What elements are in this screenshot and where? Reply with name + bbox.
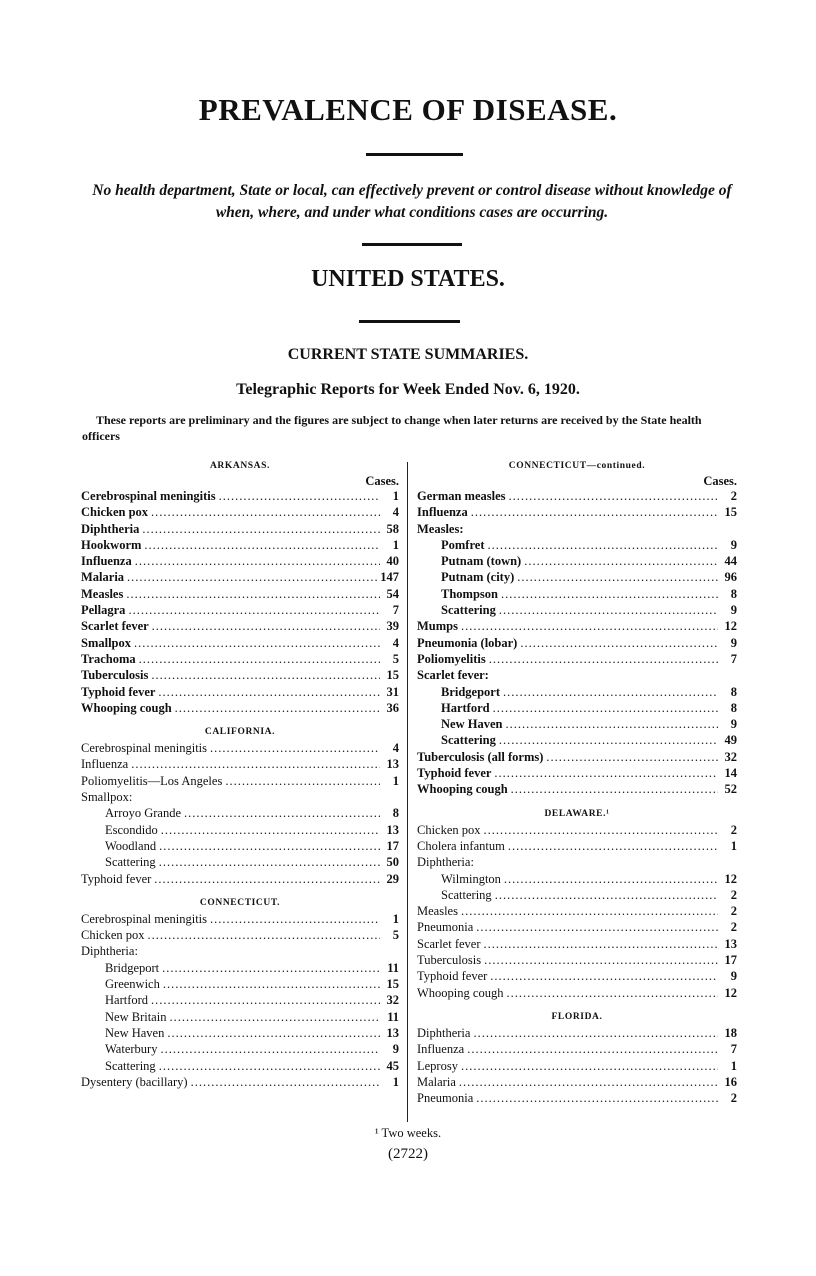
case-count: 9: [392, 1042, 399, 1057]
table-row: [81, 740, 399, 756]
case-count: 54: [386, 586, 399, 601]
dot-leader: [499, 732, 718, 748]
table-row: [81, 943, 399, 959]
case-count: 44: [724, 554, 737, 569]
dot-leader: [495, 887, 718, 903]
section-gap: [81, 887, 399, 895]
dot-leader: [471, 504, 718, 520]
table-row: [417, 504, 737, 520]
disease-label: Influenza: [417, 1042, 465, 1057]
dot-leader: [128, 602, 380, 618]
table-row: [81, 854, 399, 870]
case-count: 8: [730, 586, 737, 601]
dot-leader: [520, 635, 718, 651]
case-count: 4: [392, 741, 399, 756]
table-row: [81, 838, 399, 854]
dot-leader: [499, 602, 718, 618]
table-row: [417, 985, 737, 1001]
dot-leader: [139, 651, 380, 667]
disease-label: Tuberculosis: [417, 953, 482, 968]
disease-label: Typhoid fever: [417, 969, 488, 984]
table-row: [417, 1090, 737, 1106]
dot-leader: [494, 765, 718, 781]
table-row: [81, 700, 399, 716]
dot-leader: [151, 504, 380, 520]
dot-leader: [504, 871, 718, 887]
case-count: 15: [724, 505, 737, 520]
dot-leader: [144, 537, 380, 553]
dot-leader: [490, 968, 718, 984]
dot-leader: [148, 927, 380, 943]
page-number: (2722): [388, 1146, 428, 1162]
dot-leader: [517, 569, 718, 585]
disease-label: Cholera infantum: [417, 838, 505, 853]
case-count: 7: [392, 603, 399, 618]
disease-label: Bridgeport: [441, 684, 501, 699]
table-row: [81, 667, 399, 683]
table-row: [81, 618, 399, 634]
case-count: 18: [724, 1025, 737, 1040]
right-column: [417, 458, 737, 1106]
disease-label: Scattering: [441, 603, 496, 618]
case-count: 8: [730, 684, 737, 699]
disease-label: Hartford: [441, 700, 490, 715]
table-row: [417, 553, 737, 569]
left-column: [81, 458, 399, 1090]
disease-label: Pneumonia: [417, 1091, 474, 1106]
state-heading: FLORIDA.: [551, 1011, 603, 1022]
case-count: 52: [724, 782, 737, 797]
dot-leader: [473, 1025, 718, 1041]
disease-label: Wilmington: [441, 871, 501, 886]
dot-leader: [505, 716, 718, 732]
table-row: [81, 871, 399, 887]
dot-leader: [154, 871, 380, 887]
dot-leader: [484, 952, 718, 968]
table-row: [81, 651, 399, 667]
section-gap: [417, 1001, 737, 1009]
dot-leader: [126, 586, 380, 602]
disease-label: Trachoma: [81, 651, 136, 666]
table-row: [81, 569, 399, 585]
disease-label: Poliomyelitis—Los Angeles: [81, 773, 223, 788]
table-row: [81, 805, 399, 821]
table-row: [81, 586, 399, 602]
table-row: [417, 936, 737, 952]
case-count: 2: [730, 887, 737, 902]
dot-leader: [152, 618, 380, 634]
case-count: 8: [730, 700, 737, 715]
disease-label: Thompson: [441, 586, 498, 601]
table-row: [81, 504, 399, 520]
case-count: 13: [724, 936, 737, 951]
disease-label: Influenza: [81, 554, 132, 569]
cases-column-header: Cases.: [703, 474, 737, 488]
case-count: 1: [392, 489, 399, 503]
disease-label: German measles: [417, 489, 506, 503]
disease-label: Typhoid fever: [81, 871, 152, 886]
table-row: [81, 1009, 399, 1025]
disease-label: Scattering: [105, 1058, 156, 1073]
disease-label: Malaria: [81, 570, 125, 585]
case-count: 32: [386, 993, 399, 1008]
disease-label: Cerebrospinal meningitis: [81, 911, 208, 926]
case-count: 4: [392, 505, 399, 520]
case-count: 58: [386, 521, 399, 536]
case-count: 13: [386, 822, 399, 837]
table-row: [81, 553, 399, 569]
disease-label: Chicken pox: [417, 822, 481, 837]
table-row: [417, 854, 737, 870]
disease-label: Whooping cough: [417, 782, 508, 797]
disease-label: Typhoid fever: [81, 684, 156, 699]
table-row: [417, 700, 737, 716]
dot-leader: [160, 1041, 380, 1057]
dot-leader: [484, 822, 718, 838]
case-count: 9: [730, 635, 737, 650]
disease-label: Chicken pox: [81, 505, 149, 520]
dot-leader: [461, 1058, 718, 1074]
case-count: 2: [730, 489, 737, 503]
case-count: 39: [386, 619, 399, 634]
case-count: 49: [724, 733, 737, 748]
dot-leader: [459, 1074, 718, 1090]
case-count: 17: [724, 953, 737, 968]
table-row: [417, 488, 737, 504]
dot-leader: [476, 1090, 718, 1106]
state-heading: CONNECTICUT—continued.: [508, 461, 646, 471]
dot-leader: [167, 1025, 380, 1041]
case-count: 2: [730, 1091, 737, 1106]
disease-label: Leprosy: [417, 1058, 458, 1073]
disease-label: Woodland: [105, 838, 157, 853]
dot-leader: [210, 740, 380, 756]
dot-leader: [131, 756, 380, 772]
case-count: 5: [392, 651, 399, 666]
disease-label: Scarlet fever: [417, 936, 481, 951]
dot-leader: [509, 488, 718, 504]
dot-leader: [501, 586, 718, 602]
table-row: [417, 765, 737, 781]
disease-label: Scarlet fever: [81, 619, 149, 634]
table-row: [417, 667, 737, 683]
dot-leader: [484, 936, 718, 952]
dot-leader: [151, 992, 380, 1008]
table-row: [81, 488, 399, 504]
table-row: [81, 521, 399, 537]
table-row: [81, 927, 399, 943]
disease-label: Waterbury: [105, 1042, 158, 1057]
case-count: 29: [386, 871, 399, 886]
table-row: [417, 635, 737, 651]
state-heading: CALIFORNIA.: [204, 727, 276, 738]
table-row: [81, 635, 399, 651]
case-count: 147: [380, 570, 399, 585]
table-row: [81, 756, 399, 772]
table-row: [81, 992, 399, 1008]
case-count: 2: [730, 904, 737, 919]
state-heading: DELAWARE.¹: [544, 808, 610, 819]
case-count: 15: [386, 977, 399, 992]
table-row: [417, 871, 737, 887]
dot-leader: [511, 781, 718, 797]
disease-label: Mumps: [417, 619, 458, 634]
table-row: [81, 1025, 399, 1041]
dot-leader: [503, 684, 718, 700]
table-row: [417, 684, 737, 700]
disease-label: Diphtheria: [81, 521, 140, 536]
case-count: 7: [730, 1042, 737, 1057]
table-row: [417, 537, 737, 553]
disease-label: Pneumonia: [417, 920, 474, 935]
dot-leader: [225, 773, 380, 789]
table-row: [417, 1074, 737, 1090]
dot-leader: [142, 521, 380, 537]
disease-label: New Haven: [441, 717, 503, 732]
dot-leader: [191, 1074, 380, 1090]
disease-label: New Haven: [105, 1025, 165, 1040]
case-count: 11: [387, 960, 399, 975]
disease-label: Scattering: [441, 733, 496, 748]
case-count: 2: [730, 920, 737, 935]
disease-label: Scattering: [441, 887, 492, 902]
dot-leader: [488, 537, 719, 553]
dot-leader: [184, 805, 380, 821]
table-row: [417, 1041, 737, 1057]
dot-leader: [219, 488, 380, 504]
dot-leader: [506, 985, 718, 1001]
disease-label: Smallpox: [81, 635, 132, 650]
dot-leader: [162, 960, 380, 976]
table-row: [417, 887, 737, 903]
table-row: [81, 602, 399, 618]
table-row: [81, 773, 399, 789]
case-count: 1: [392, 537, 399, 552]
case-count: 9: [730, 537, 737, 552]
page-title: PREVALENCE OF DISEASE.: [198, 92, 618, 127]
case-count: 45: [386, 1058, 399, 1073]
dot-leader: [159, 854, 380, 870]
table-row: [81, 537, 399, 553]
case-count: 40: [386, 554, 399, 569]
table-row: [417, 1058, 737, 1074]
dot-leader: [461, 903, 718, 919]
table-row: [81, 822, 399, 838]
state-heading: ARKANSAS.: [209, 461, 271, 471]
table-row: [417, 602, 737, 618]
disease-label: Pellagra: [81, 603, 126, 618]
disease-label: Whooping cough: [417, 985, 504, 1000]
disease-label: Pomfret: [441, 537, 485, 552]
table-row: [417, 586, 737, 602]
disease-label: Hartford: [105, 993, 149, 1008]
disease-label: New Britain: [105, 1009, 167, 1024]
dot-leader: [210, 911, 380, 927]
dot-leader: [546, 749, 718, 765]
case-count: 16: [724, 1074, 737, 1089]
table-row: [417, 919, 737, 935]
case-count: 50: [386, 855, 399, 870]
disease-label: Influenza: [417, 505, 468, 520]
disease-label: Scarlet fever:: [417, 668, 489, 683]
case-count: 9: [730, 969, 737, 984]
dot-leader: [134, 635, 380, 651]
disease-label: Chicken pox: [81, 928, 145, 943]
disease-label: Malaria: [417, 1074, 456, 1089]
case-count: 13: [386, 1025, 399, 1040]
case-count: 32: [724, 749, 737, 764]
table-row: [417, 569, 737, 585]
subtitle-rule: [359, 320, 460, 323]
title-rule: [366, 153, 463, 156]
table-row: [81, 1041, 399, 1057]
disease-label: Greenwich: [105, 977, 160, 992]
disease-label: Whooping cough: [81, 700, 172, 715]
disease-label: Measles:: [417, 521, 464, 536]
section-subtitle: Telegraphic Reports for Week Ended Nov. 6, 1920.: [236, 381, 580, 398]
case-count: 1: [730, 1058, 737, 1073]
case-count: 9: [730, 717, 737, 732]
disease-label: Putnam (city): [441, 570, 515, 585]
table-row: [417, 903, 737, 919]
disease-label: Measles: [81, 586, 124, 601]
table-row: [417, 618, 737, 634]
table-row: [417, 1025, 737, 1041]
intro-text: No health department, State or local, can effectively prevent or control disease without knowledge of when, where, and under what conditions cases are occurring.: [92, 182, 732, 221]
disease-label: Bridgeport: [105, 960, 160, 975]
dot-leader: [127, 569, 377, 585]
dot-leader: [175, 700, 380, 716]
dot-leader: [476, 919, 718, 935]
disease-label: Diphtheria: [417, 1025, 471, 1040]
footnote: ¹ Two weeks.: [374, 1126, 442, 1140]
table-row: [417, 822, 737, 838]
disease-label: Cerebrospinal meningitis: [81, 741, 208, 756]
case-count: 5: [392, 928, 399, 943]
table-row: [417, 968, 737, 984]
table-row: [81, 960, 399, 976]
dot-leader: [158, 684, 380, 700]
preliminary-note: These reports are preliminary and the figures are subject to change when later returns are received by the State health officers: [82, 413, 702, 443]
section-gap: [81, 716, 399, 724]
case-count: 1: [392, 773, 399, 788]
disease-label: Arroyo Grande: [105, 806, 182, 821]
case-count: 12: [724, 871, 737, 886]
disease-label: Hookworm: [81, 537, 142, 552]
disease-label: Scattering: [105, 855, 156, 870]
table-row: [417, 732, 737, 748]
case-count: 15: [386, 668, 399, 683]
disease-label: Escondido: [105, 822, 158, 837]
case-count: 36: [386, 700, 399, 715]
table-row: [81, 1074, 399, 1090]
dot-leader: [461, 618, 718, 634]
dot-leader: [524, 553, 718, 569]
table-row: [417, 781, 737, 797]
case-count: 4: [392, 635, 399, 650]
case-count: 8: [392, 806, 399, 821]
disease-label: Dysentery (bacillary): [81, 1074, 188, 1089]
table-row: [417, 521, 737, 537]
dot-leader: [467, 1041, 718, 1057]
table-row: [81, 976, 399, 992]
dot-leader: [151, 667, 380, 683]
disease-label: Diphtheria:: [417, 855, 474, 870]
case-count: 1: [392, 911, 399, 926]
table-row: [417, 952, 737, 968]
table-row: [417, 716, 737, 732]
case-count: 1: [392, 1074, 399, 1089]
disease-label: Tuberculosis: [81, 668, 149, 683]
case-count: 13: [386, 757, 399, 772]
section-title: CURRENT STATE SUMMARIES.: [287, 346, 529, 363]
case-count: 96: [724, 570, 737, 585]
disease-label: Putnam (town): [441, 554, 522, 569]
disease-label: Diphtheria:: [81, 944, 138, 959]
case-count: 7: [730, 651, 737, 666]
dot-leader: [159, 838, 380, 854]
dot-leader: [489, 651, 718, 667]
dot-leader: [161, 822, 380, 838]
table-row: [81, 684, 399, 700]
column-divider: [407, 462, 408, 1122]
dot-leader: [159, 1058, 380, 1074]
dot-leader: [169, 1009, 380, 1025]
disease-label: Smallpox:: [81, 790, 133, 805]
table-row: [417, 651, 737, 667]
case-count: 9: [730, 603, 737, 618]
table-row: [417, 749, 737, 765]
disease-label: Cerebrospinal meningitis: [81, 489, 216, 503]
dot-leader: [508, 838, 718, 854]
disease-label: Tuberculosis (all forms): [417, 749, 544, 764]
disease-label: Poliomyelitis: [417, 651, 486, 666]
dot-leader: [493, 700, 718, 716]
dot-leader: [135, 553, 380, 569]
state-heading: CONNECTICUT.: [199, 897, 281, 908]
table-row: [81, 789, 399, 805]
disease-label: Influenza: [81, 757, 129, 772]
case-count: 12: [724, 985, 737, 1000]
cases-column-header: Cases.: [365, 474, 399, 488]
table-row: [417, 838, 737, 854]
case-count: 12: [724, 619, 737, 634]
case-count: 11: [387, 1009, 399, 1024]
disease-label: Measles: [417, 904, 458, 919]
disease-label: Pneumonia (lobar): [417, 635, 518, 650]
table-row: [81, 911, 399, 927]
case-count: 17: [386, 838, 399, 853]
table-row: [81, 1058, 399, 1074]
subtitle: UNITED STATES.: [311, 266, 505, 292]
case-count: 1: [730, 838, 737, 853]
dot-leader: [163, 976, 380, 992]
disease-label: Typhoid fever: [417, 766, 492, 781]
case-count: 31: [386, 684, 399, 699]
case-count: 2: [730, 822, 737, 837]
case-count: 14: [724, 766, 737, 781]
section-gap: [417, 798, 737, 806]
intro-rule: [362, 243, 462, 246]
